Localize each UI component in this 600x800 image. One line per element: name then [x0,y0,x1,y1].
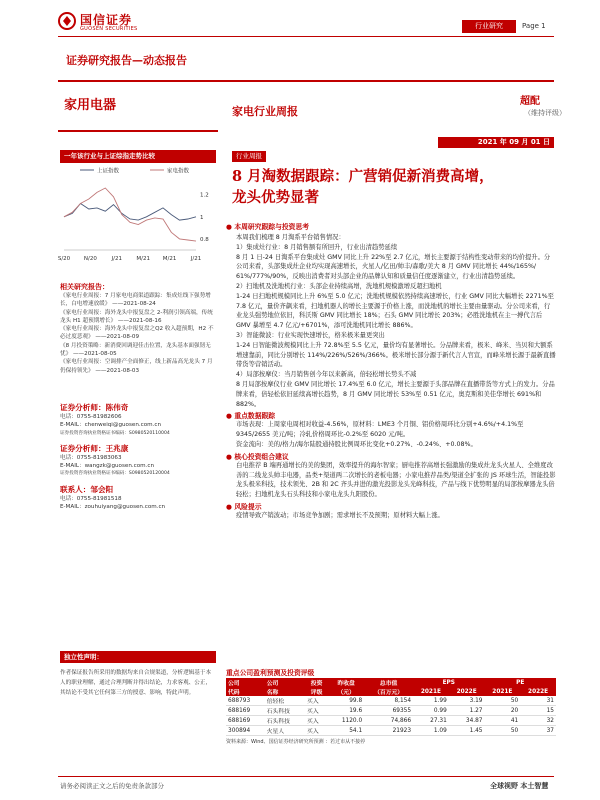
table-cell: 32 [520,716,556,726]
point1-heading: 1）集成灶行业：8 月销售额有所回升，行业出清趋势延续 [236,243,398,251]
report-type: 家电行业周报 [232,105,298,118]
logo-text-en: GUOSEN SECURITIES [80,26,138,32]
related-item [60,325,216,342]
table-title: 重点公司盈利预测及投资评级 [226,669,315,677]
table-cell: 3.19 [449,696,485,706]
table-cell: 买入 [305,716,328,726]
table-cell: 买入 [305,726,328,736]
table-row [226,706,556,716]
related-heading: 相关研究报告： [60,283,109,291]
table-cell: 石头科技 [265,716,305,726]
contact-name-line [60,484,216,495]
forecast-table-block [226,667,556,746]
section-title: 本周研究跟踪与投资思考 [234,223,310,231]
contact-name: 邹会阳 [90,484,114,494]
th: （元） [328,687,364,696]
y-tick-label: 1 [200,214,204,221]
series-title: 证券研究报告—动态报告 [66,54,187,67]
series-line [64,188,196,241]
phone-value: 0755-81981518 [76,495,122,502]
phone-label: 电话： [60,495,77,502]
table-cell: 21923 [364,726,413,736]
analyst-label: 证券分析师： [60,403,106,412]
related-title: 《家电行业周报：7 月家电电商渠道跟踪：集成灶线下强势增长，白电增速放缓》 —— [60,293,211,308]
phone-value: 0755-81982606 [76,414,122,420]
th: 2022E [449,687,485,696]
table-source: 资料来源：Wind、国信证券经济研究所预测 ：若过市从不接停 [226,739,366,745]
sector-name: 家用电器 [64,98,117,113]
th: 名称 [265,687,305,696]
table-cell: 倍轻松 [265,696,305,706]
section-heading: ● 核心投资组合建议 [226,452,289,461]
analyst-name-line [60,402,216,413]
th: 投资 [305,678,328,687]
rating: 超配 [520,96,540,107]
analyst-cert: 证券投资咨询执业资格证书编码：S0980520120004 [60,471,170,477]
intro: 本周我们梳理 8 月淘系平台销售情况： [236,234,345,241]
email-label: E-MAIL： [60,463,85,470]
email-value: zouhuiyang@guosen.com.cn [84,504,166,511]
table-cell: 1.27 [449,706,485,716]
table-cell: 69355 [364,706,413,716]
x-tick-label: S/20 [57,256,71,262]
table-cell: 54.1 [328,726,364,736]
legend-label: 家电指数 [167,168,190,175]
page-number: Page 1 [522,22,546,30]
email-value: wangzk@guosen.com.cn [84,463,154,470]
footer-slogan: 全球视野 本土智慧 [490,781,549,790]
related-title: 《家电行业周报：空调排产全面修正，线上新品高光龙头 7 月仍保持领先》 —— [60,359,213,374]
related-title: 《8 月投资策略：新消费回调迎佳击位置，龙头基本面强韧无忧》 —— [60,342,211,358]
footer-divider [58,776,554,777]
analyst-name: 陈伟奇 [105,403,129,412]
th: 2021E [413,687,449,696]
related-title: 《家电行业周报：海外龙头中报复盘之Q2 收入超预期，H2 不必过度悲观》 —— [60,326,214,341]
related-item [60,358,216,375]
phone-label: 电话： [60,414,77,420]
report-date: 2021 年 09 月 01 日 [438,137,554,148]
section-title: 核心投资组合建议 [234,452,289,461]
analyst-name-line [60,443,216,454]
phone-label: 电话： [60,454,77,461]
point1-text: 8 月 1 日-24 日淘系平台集成灶 GMV 同比上升 22%至 2.7 亿元，增长主要源于结构性变动带来的均价提升。分公司来看，头部集成灶企业均实现高速增长，火星人/亿田/帅丰/森歌/美大 8 月 GMV 同比增长 44%/165%/ 61%/777%/90%，反映出消费者对头部企业的品牌认知和质量信任度逐渐建立，行业出清趋势延续。 [236,253,551,281]
analyst-phone [60,413,216,421]
header-tag: 行业研究 [462,20,516,33]
th: 昨收盘 [328,678,364,687]
analyst-card [60,402,216,438]
table-cell: 20 [484,706,520,716]
point2-text: 1-24 日扫地机规模同比上升 6%至 5.0 亿元；洗地机规模依然持续高速增长，行业 GMV 同比大幅增长 2271%至 7.8 亿元，量价齐飙来看，扫地机器人的增长主要源于价格上涨，而洗地机的增长主要由量驱动。分公司来看，行业龙头强势地位依旧，科沃斯 GMV 同比增长 18%；石头 GMV 同比增长 203%；必胜洗地机在主一搏代言后 GMV 暴增至 4.7 亿元/+6701%，添可洗地机同比增长 886%。 [236,292,554,330]
th: （百万元） [364,687,413,696]
th: 评级 [305,687,328,696]
chart-heading: 一年该行业与上证综指走势比较 [60,150,216,163]
related-research [60,282,216,375]
analyst-card [60,443,216,479]
analyst-name: 王兆康 [105,443,129,453]
x-tick-label: M/21 [162,256,177,262]
index-chart [57,164,216,264]
table-cell: 1.09 [413,726,449,736]
analyst-email [60,421,216,429]
email-label: E-MAIL： [60,422,85,429]
table-cell: 688793 [226,696,265,706]
table-cell: 19.6 [328,706,364,716]
table-cell: 8,154 [364,696,413,706]
point3-heading: 3）智能微波：行业实现快速增长，格米极米量更突出 [236,331,385,339]
rating-sub: （维持评级） [524,109,566,117]
header-divider [58,36,554,37]
table-cell: 50 [484,726,520,736]
table-cell: 99.8 [328,696,364,706]
table-row [226,726,556,736]
x-tick-label: M/21 [136,256,151,262]
table-cell: 688169 [226,716,265,726]
table-header-row [226,687,556,696]
table-cell: 50 [484,696,520,706]
related-date: 2021-08-03 [106,367,140,374]
series-line [64,204,196,221]
category-tag: 行业周报 [232,151,266,162]
related-date: 2021-08-09 [106,334,140,341]
related-date: 2021-08-05 [84,351,117,358]
phone-value: 0755-81983063 [76,454,122,461]
table-cell: 37 [520,726,556,736]
table-cell: 1.45 [449,726,485,736]
company-logo [58,10,168,36]
x-tick-label: J/21 [190,256,202,262]
table-cell: 74,866 [364,716,413,726]
section-title: 风险提示 [234,502,262,511]
table-cell: 1.99 [413,696,449,706]
table-row [226,716,556,726]
contact-card [60,484,216,512]
risk-text: 疫情导致产销波动；市场竞争加剧；需求增长不及预期；原材料大幅上涨。 [236,511,444,519]
disclaimer-heading: 独立性声明： [60,651,216,663]
disclaimer-text: 作者保证报告所采用的数据均来自合规渠道，分析逻辑基于本人的职业理解，通过合理判断并得出结论，力求客观、公正，其结论不受其它任何第三方的授意、影响，特此声明。 [60,670,212,696]
table-cell: 31 [520,696,556,706]
table-cell: 15 [520,706,556,716]
th: 2021E [484,687,520,696]
article-title-line1: 8 月淘数据跟踪：广营销促新消费高增， [232,168,494,185]
fund-flow-text: 资金流向：美的/格力/海尔陆股通持股比例周环比变化+0.27%、-0.24%、+0.08%。 [236,440,477,448]
email-value: chenweiqi@guosen.com.cn [84,422,161,429]
footer-note: 请务必阅读正文之后的免责条款部分 [60,782,164,790]
table-cell: 300894 [226,726,265,736]
th: EPS [413,678,484,687]
analyst-email [60,462,216,470]
table-cell: 34.87 [449,716,485,726]
contact-phone [60,495,216,503]
related-title: 《家电行业周报：海外龙头中报复盘之 2-利润引领高端，传统龙头 H1 超预期增长》 —— [60,309,213,324]
related-item [60,292,216,309]
table-row [226,696,556,706]
forecast-table [226,678,556,736]
x-tick-label: N/20 [83,256,97,262]
y-tick-label: 0.8 [200,236,209,243]
table-cell: 买入 [305,706,328,716]
table-cell: 27.31 [413,716,449,726]
sector-underline [58,130,218,132]
point4-text: 8 月局部按摩仪行业 GMV 同比增长 17.4%至 6.0 亿元，增长主要源于头部品牌在直播带货等方式上的发力。分品牌来看，倍轻松依旧延续高增长趋势，8 月 GMV 同比增长 53%至 0.51 亿元，奥克斯和美佳华增长 691%和 882%。 [236,380,555,408]
legend-label: 上证指数 [97,168,120,175]
table-cell: 买入 [305,696,328,706]
title-divider [58,80,554,82]
related-date: 2021-08-24 [123,301,156,308]
table-header-row [226,678,556,687]
related-date: 2021-08-16 [129,317,162,324]
logo-text: 国信证券 [80,13,133,27]
related-list [60,292,216,375]
analyst-label: 证券分析师： [60,443,106,453]
th: 公司 [226,678,265,687]
x-tick-label: J/21 [111,256,123,262]
th: PE [484,678,556,687]
table-cell: 41 [484,716,520,726]
table-cell: 火星人 [265,726,305,736]
y-tick-label: 1.2 [200,192,209,199]
analyst-phone [60,454,216,462]
th: 公司 [265,678,305,687]
table-cell: 0.99 [413,706,449,716]
invest-text: 白电推荐 B 端再通增长的美的集团，效率提升的海尔智家；厨电推荐高增长强激励的集成灶龙头火星人、全维度改善的二线龙头帅丰电器，品类+渠道两二次增长的老板电器；小家电推荐品类/渠道全扩张的 JS 环球生活，智能投影龙头极米科技，技术领先、2B 和 2C 齐头并进的激光投影龙头光峰科技，产品与线下优势明显的局部按摩器龙头倍轻松；扫地机龙头石头科技和小家电龙头九阳股份。 [236,461,556,499]
analyst-block [60,402,216,511]
th: 2022E [520,687,556,696]
related-item [60,342,216,359]
email-label: E-MAIL： [60,504,85,511]
contact-email [60,503,216,511]
point4-heading: 4）局部按摩仪：当月销售创今年以来新高，倍轻松增长势头不减 [236,371,417,379]
th: 代码 [226,687,265,696]
point3-text: 1-24 日智能微波规模同比上升 72.8%至 5.5 亿元，量价均有显著增长。分品牌来看，极米、峰米、当贝和大额系增速靠前，同比分别增长 114%/226%/526%/366%。极米增长部分源于新代言人官宣，而峰米增长源于最新直播带货等营销活动。 [236,341,556,369]
table-cell: 石头科技 [265,706,305,716]
section-title: 重点数据跟踪 [234,412,276,421]
table-cell: 688169 [226,706,265,716]
analyst-cert: 证券投资咨询执业资格证书编码：S0980520110004 [60,430,170,436]
main-body [226,221,556,521]
article-title [232,166,562,208]
article-title-line2: 龙头优势显著 [232,189,319,206]
table-cell: 1120.0 [328,716,364,726]
contact-label: 联系人： [60,484,91,494]
market-text: 市场表现：上周家电周相对收益-4.56%，原材料：LME3 个月铜、铝价格周环比分别+4.6%/+4.1%至 9345/2655 美元/吨；冷轧价格周环比-0.2%至 6020 元/吨。 [236,421,524,439]
section-heading: ● 风险提示 [226,502,262,511]
section-heading: ● 本周研究跟踪与投资思考 [226,223,310,231]
guosen-logo-icon [58,12,76,30]
section-heading: ● 重点数据跟踪 [226,412,276,421]
point2-heading: 2）扫地机及洗地机行业：头部企业持续高增，洗地机规模激增反超扫地机 [236,282,442,290]
th: 总市值 [364,678,413,687]
related-item [60,309,216,326]
